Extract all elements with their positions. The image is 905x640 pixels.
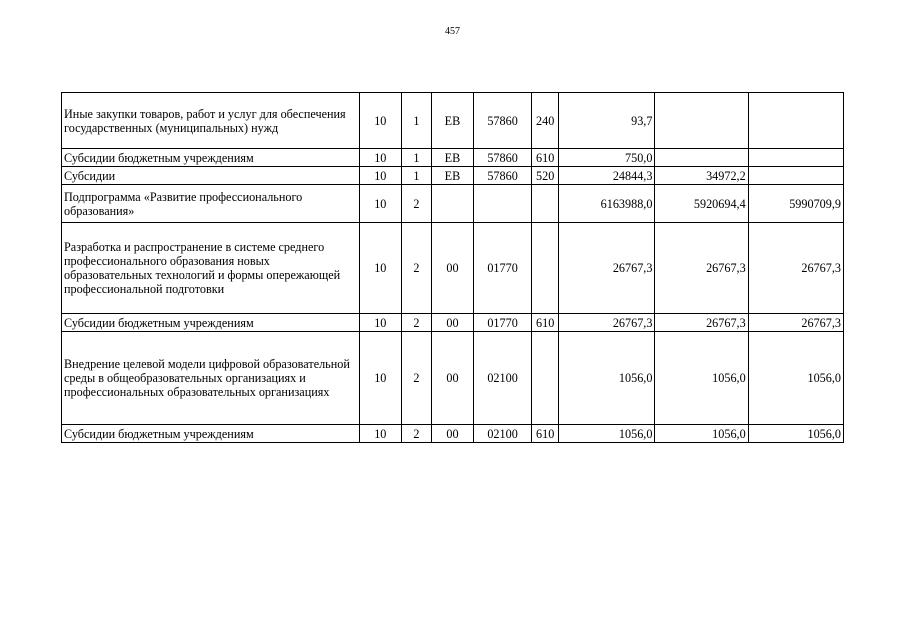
cell-expense-type: 610 (532, 149, 559, 167)
cell-subsection: 1 (401, 149, 431, 167)
cell-amount-1: 1056,0 (559, 425, 655, 443)
cell-expense-type: 610 (532, 425, 559, 443)
row-name: Субсидии бюджетным учреждениям (62, 314, 360, 332)
cell-program: 00 (431, 314, 473, 332)
cell-subsection: 2 (401, 332, 431, 425)
cell-program: ЕВ (431, 167, 473, 185)
table-row (62, 149, 844, 167)
cell-amount-1: 750,0 (559, 149, 655, 167)
cell-amount-2: 5920694,4 (655, 185, 748, 223)
cell-subsection: 2 (401, 425, 431, 443)
cell-amount-3 (748, 149, 843, 167)
cell-amount-3 (748, 93, 843, 149)
cell-amount-2: 1056,0 (655, 332, 748, 425)
cell-section: 10 (359, 425, 401, 443)
cell-amount-1: 6163988,0 (559, 185, 655, 223)
row-name: Подпрограмма «Развитие профессионального образования» (62, 185, 360, 223)
cell-subsection: 1 (401, 93, 431, 149)
cell-expense-type: 610 (532, 314, 559, 332)
cell-amount-3: 1056,0 (748, 425, 843, 443)
cell-expense-type (532, 185, 559, 223)
cell-amount-2: 26767,3 (655, 314, 748, 332)
cell-expense-type: 520 (532, 167, 559, 185)
cell-direction: 01770 (474, 223, 532, 314)
cell-program: 00 (431, 332, 473, 425)
cell-amount-1: 26767,3 (559, 223, 655, 314)
page-number: 457 (445, 26, 460, 37)
row-name: Разработка и распространение в системе среднего профессионального образования новых образовательных технологий и формы опережающей профессиональной подготовки (62, 223, 360, 314)
cell-amount-2: 34972,2 (655, 167, 748, 185)
cell-amount-1: 26767,3 (559, 314, 655, 332)
cell-expense-type: 240 (532, 93, 559, 149)
cell-amount-3: 1056,0 (748, 332, 843, 425)
cell-direction: 57860 (474, 167, 532, 185)
cell-direction: 02100 (474, 425, 532, 443)
row-name: Субсидии бюджетным учреждениям (62, 425, 360, 443)
cell-direction: 02100 (474, 332, 532, 425)
cell-amount-2: 1056,0 (655, 425, 748, 443)
cell-subsection: 1 (401, 167, 431, 185)
cell-program: 00 (431, 223, 473, 314)
cell-program: 00 (431, 425, 473, 443)
row-name: Субсидии бюджетным учреждениям (62, 149, 360, 167)
cell-program (431, 185, 473, 223)
cell-amount-2 (655, 93, 748, 149)
cell-amount-2: 26767,3 (655, 223, 748, 314)
table-row (62, 425, 844, 443)
budget-table (61, 92, 844, 443)
cell-section: 10 (359, 314, 401, 332)
cell-program: ЕВ (431, 93, 473, 149)
cell-section: 10 (359, 93, 401, 149)
cell-subsection: 2 (401, 223, 431, 314)
cell-section: 10 (359, 149, 401, 167)
cell-direction (474, 185, 532, 223)
cell-direction: 01770 (474, 314, 532, 332)
row-name: Внедрение целевой модели цифровой образовательной среды в общеобразовательных организациях и профессиональных образовательных организациях (62, 332, 360, 425)
row-name: Иные закупки товаров, работ и услуг для обеспечения государственных (муниципальных) нужд (62, 93, 360, 149)
cell-amount-3: 26767,3 (748, 314, 843, 332)
row-name: Субсидии (62, 167, 360, 185)
cell-amount-1: 1056,0 (559, 332, 655, 425)
cell-section: 10 (359, 185, 401, 223)
cell-subsection: 2 (401, 185, 431, 223)
cell-amount-3: 26767,3 (748, 223, 843, 314)
table-row (62, 93, 844, 149)
cell-subsection: 2 (401, 314, 431, 332)
cell-amount-1: 93,7 (559, 93, 655, 149)
cell-section: 10 (359, 332, 401, 425)
cell-section: 10 (359, 167, 401, 185)
table-row (62, 167, 844, 185)
cell-amount-3 (748, 167, 843, 185)
cell-expense-type (532, 223, 559, 314)
table-row (62, 223, 844, 314)
cell-amount-1: 24844,3 (559, 167, 655, 185)
table-row (62, 185, 844, 223)
table-row (62, 332, 844, 425)
cell-amount-3: 5990709,9 (748, 185, 843, 223)
cell-section: 10 (359, 223, 401, 314)
cell-direction: 57860 (474, 149, 532, 167)
cell-expense-type (532, 332, 559, 425)
cell-program: ЕВ (431, 149, 473, 167)
table-row (62, 314, 844, 332)
cell-amount-2 (655, 149, 748, 167)
cell-direction: 57860 (474, 93, 532, 149)
